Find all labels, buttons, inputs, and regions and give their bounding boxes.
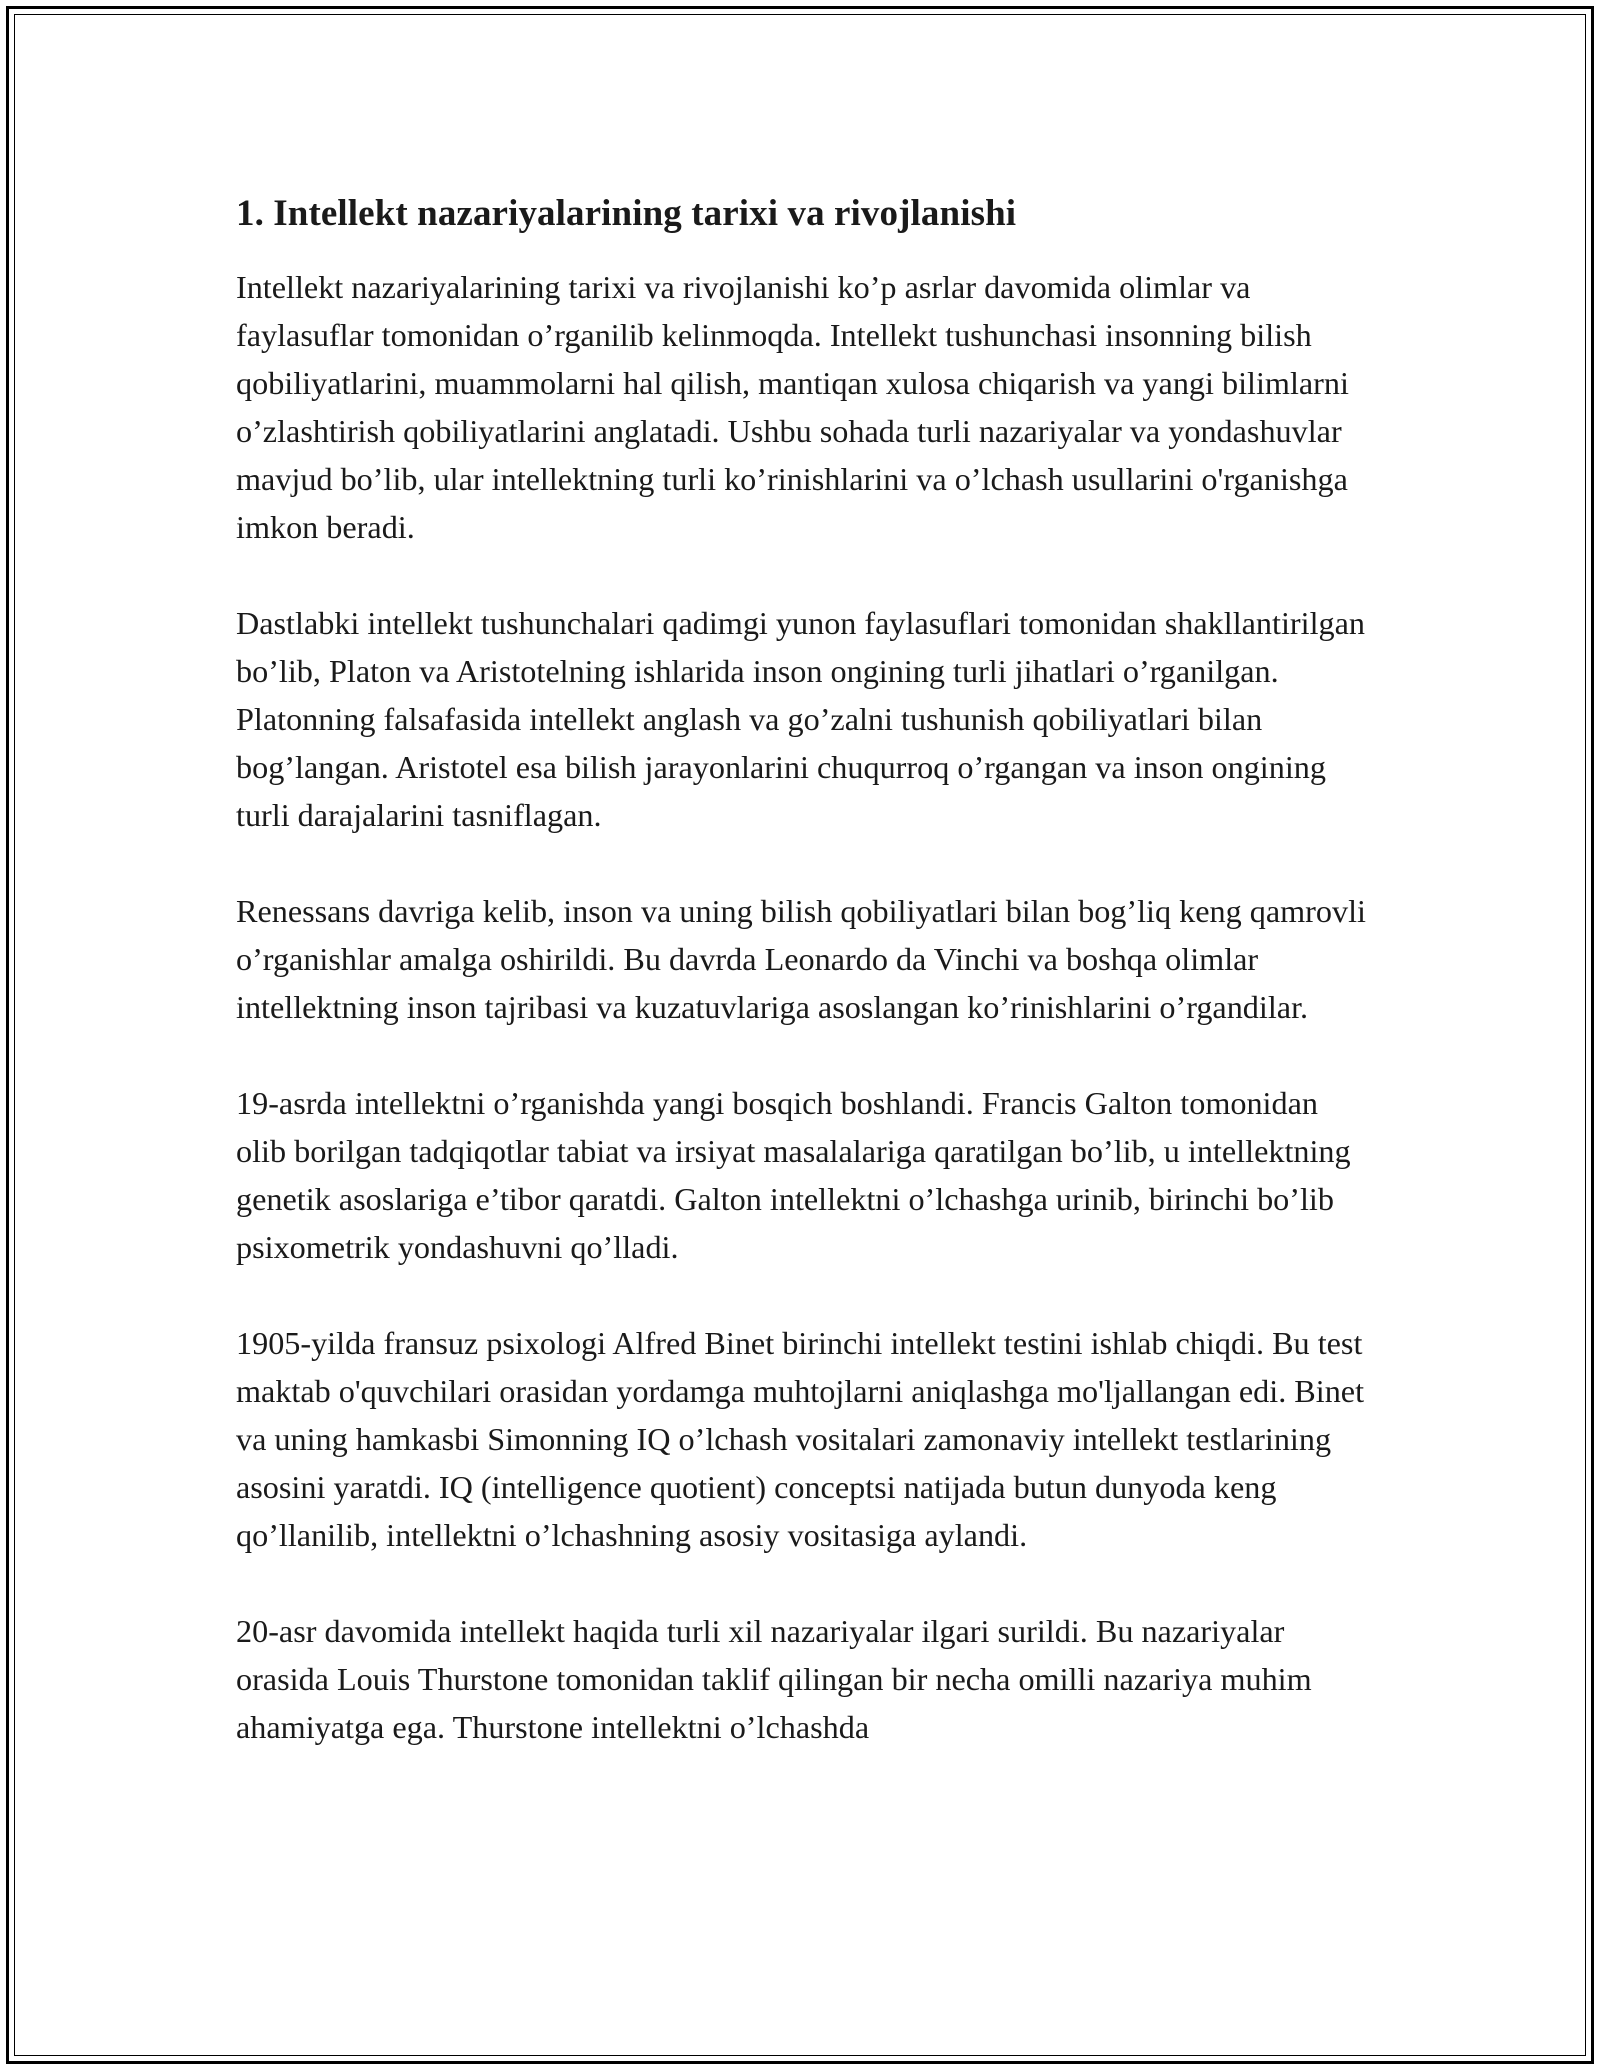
paragraph-intro: Intellekt nazariyalarining tarixi va rivojlanishi ko’p asrlar davomida olimlar va faylasuflar tomonidan o’rganilib kelinmoqda. Intellekt tushunchasi insonning bilish qobiliyatlarini, muammolarni hal qilish, mantiqan xulosa chiqarish va yangi bilimlarni o’zlashtirish qobiliyatlarini anglatadi. Ushbu sohada turli nazariyalar va yondashuvlar mavjud bo’lib, ular intellektning turli ko’rinishlarini va o’lchash usullarini o'rganishga imkon beradi. — [236, 269, 1349, 545]
document-page — [236, 187, 1376, 1799]
paragraph-19th-century: 19-asrda intellektni o’rganishda yangi bosqich boshlandi. Francis Galton tomonidan olib borilgan tadqiqotlar tabiat va irsiyat masalalariga qaratilgan bo’lib, u intellektning genetik asoslariga e’tibor qaratdi. Galton intellektni o’lchashga urinib, birinchi bo’lib psixometrik yondashuvni qo’lladi. — [236, 1085, 1351, 1265]
paragraph-ancient-greece: Dastlabki intellekt tushunchalari qadimgi yunon faylasuflari tomonidan shakllantirilgan bo’lib, Platon va Aristotelning ishlarida inson ongining turli jihatlari o’rganilgan. Platonning falsafasida intellekt anglash va go’zalni tushunish qobiliyatlari bilan bog’langan. Aristotel esa bilish jarayonlarini chuqurroq o’rgangan va inson ongining turli darajalarini tasniflagan. — [236, 605, 1365, 833]
paragraph-binet: 1905-yilda fransuz psixologi Alfred Binet birinchi intellekt testini ishlab chiqdi. Bu test maktab o'quvchilari orasidan yordamga muhtojlarni aniqlashga mo'ljallangan edi. Binet va uning hamkasbi Simonning IQ o’lchash vositalari zamonaviy intellekt testlarining asosini yaratdi. IQ (intelligence quotient) conceptsi natijada butun dunyoda keng qo’llanilib, intellektni o’lchashning asosiy vositasiga aylandi. — [236, 1325, 1365, 1553]
paragraph-20th-century: 20-asr davomida intellekt haqida turli xil nazariyalar ilgari surildi. Bu nazariyalar orasida Louis Thurstone tomonidan taklif qilingan bir necha omilli nazariya muhim ahamiyatga ega. Thurstone intellektni o’lchashda — [236, 1613, 1312, 1745]
section-heading: 1. Intellekt nazariyalarining tarixi va rivojlanishi — [236, 193, 1017, 234]
paragraph-renaissance: Renessans davriga kelib, inson va uning bilish qobiliyatlari bilan bog’liq keng qamrovli o’rganishlar amalga oshirildi. Bu davrda Leonardo da Vinchi va boshqa olimlar intellektning inson tajribasi va kuzatuvlariga asoslangan ko’rinishlarini o’rgandilar. — [236, 893, 1366, 1025]
